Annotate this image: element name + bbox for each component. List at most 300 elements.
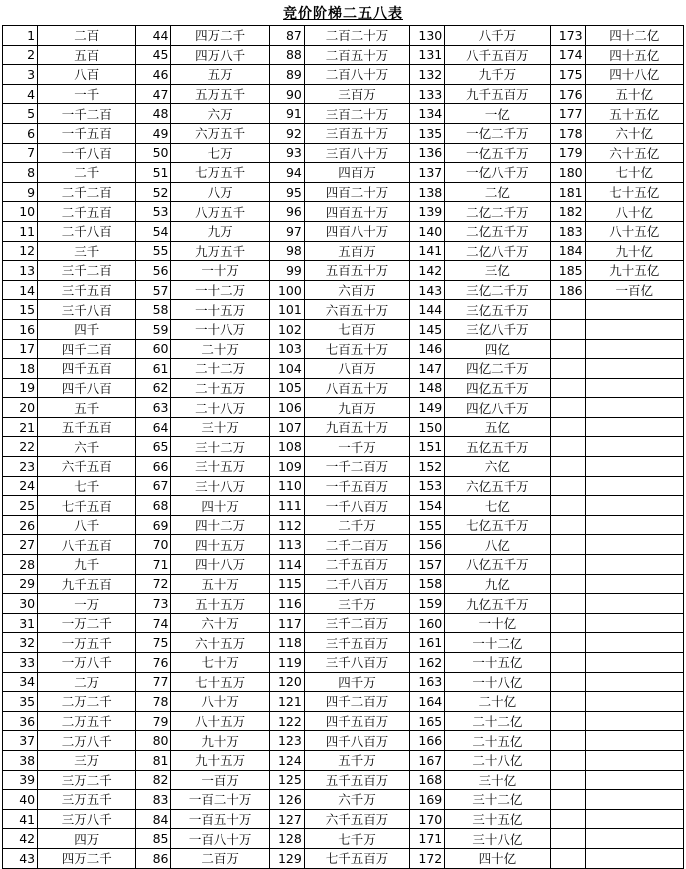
- amount-cell: 四十亿: [445, 848, 550, 868]
- amount-cell: 七千五百万: [304, 848, 409, 868]
- row-index-cell: 133: [410, 84, 445, 104]
- row-index-cell: 90: [269, 84, 304, 104]
- row-index-cell: 126: [269, 790, 304, 810]
- row-index-cell: 169: [410, 790, 445, 810]
- amount-cell: 五千五百: [38, 417, 136, 437]
- amount-cell: 九亿五千万: [445, 594, 550, 614]
- row-index-cell: 6: [3, 123, 38, 143]
- row-index-cell: 178: [550, 123, 585, 143]
- row-index-cell: [550, 790, 585, 810]
- row-index-cell: 50: [136, 143, 171, 163]
- row-index-cell: 62: [136, 378, 171, 398]
- table-row: [3, 65, 684, 85]
- amount-cell: 八十五亿: [585, 221, 683, 241]
- row-index-cell: [550, 300, 585, 320]
- row-index-cell: 88: [269, 45, 304, 65]
- amount-cell: 八亿五千万: [445, 555, 550, 575]
- row-index-cell: 9: [3, 182, 38, 202]
- amount-cell: 一十五亿: [445, 653, 550, 673]
- row-index-cell: 116: [269, 594, 304, 614]
- amount-cell: 六亿五千万: [445, 476, 550, 496]
- table-row: [3, 711, 684, 731]
- row-index-cell: 53: [136, 202, 171, 222]
- amount-cell: 一百亿: [585, 280, 683, 300]
- amount-cell: 四十八亿: [585, 65, 683, 85]
- table-row: [3, 143, 684, 163]
- table-row: [3, 633, 684, 653]
- table-row: [3, 182, 684, 202]
- row-index-cell: 110: [269, 476, 304, 496]
- row-index-cell: 74: [136, 613, 171, 633]
- amount-cell: 二亿二千万: [445, 202, 550, 222]
- table-row: [3, 84, 684, 104]
- amount-cell: 七十五万: [171, 672, 269, 692]
- table-row: [3, 202, 684, 222]
- row-index-cell: 86: [136, 848, 171, 868]
- amount-cell: 五万五千: [171, 84, 269, 104]
- amount-cell: 二亿: [445, 182, 550, 202]
- row-index-cell: 143: [410, 280, 445, 300]
- row-index-cell: 91: [269, 104, 304, 124]
- table-row: [3, 45, 684, 65]
- row-index-cell: 3: [3, 65, 38, 85]
- amount-cell: 八千万: [445, 26, 550, 46]
- amount-cell: 九千五百: [38, 574, 136, 594]
- row-index-cell: 21: [3, 417, 38, 437]
- row-index-cell: 161: [410, 633, 445, 653]
- row-index-cell: 71: [136, 555, 171, 575]
- row-index-cell: [550, 633, 585, 653]
- amount-cell: 二万: [38, 672, 136, 692]
- row-index-cell: 99: [269, 261, 304, 281]
- amount-cell: 一千二百: [38, 104, 136, 124]
- amount-cell: 一亿二千万: [445, 123, 550, 143]
- amount-cell: [585, 319, 683, 339]
- amount-cell: 五千万: [304, 750, 409, 770]
- amount-cell: 七十五亿: [585, 182, 683, 202]
- amount-cell: 二万八千: [38, 731, 136, 751]
- amount-cell: 六十亿: [585, 123, 683, 143]
- amount-cell: 四百八十万: [304, 221, 409, 241]
- amount-cell: 一十万: [171, 261, 269, 281]
- amount-cell: 三千五百: [38, 280, 136, 300]
- table-row: [3, 26, 684, 46]
- row-index-cell: 177: [550, 104, 585, 124]
- amount-cell: 三亿: [445, 261, 550, 281]
- amount-cell: 二千二百万: [304, 535, 409, 555]
- amount-cell: 四千五百: [38, 359, 136, 379]
- table-row: [3, 731, 684, 751]
- table-row: [3, 848, 684, 868]
- amount-cell: 七百五十万: [304, 339, 409, 359]
- amount-cell: 六千: [38, 437, 136, 457]
- row-index-cell: 157: [410, 555, 445, 575]
- row-index-cell: 139: [410, 202, 445, 222]
- amount-cell: 七百万: [304, 319, 409, 339]
- row-index-cell: 39: [3, 770, 38, 790]
- amount-cell: 二千: [38, 163, 136, 183]
- amount-cell: 六千万: [304, 790, 409, 810]
- row-index-cell: 179: [550, 143, 585, 163]
- amount-cell: 一亿八千万: [445, 163, 550, 183]
- amount-cell: 四十万: [171, 496, 269, 516]
- amount-cell: 二千二百: [38, 182, 136, 202]
- row-index-cell: 25: [3, 496, 38, 516]
- table-row: [3, 829, 684, 849]
- amount-cell: [585, 515, 683, 535]
- row-index-cell: 70: [136, 535, 171, 555]
- row-index-cell: 130: [410, 26, 445, 46]
- amount-cell: 七万: [171, 143, 269, 163]
- row-index-cell: [550, 555, 585, 575]
- row-index-cell: 60: [136, 339, 171, 359]
- row-index-cell: 166: [410, 731, 445, 751]
- row-index-cell: 137: [410, 163, 445, 183]
- row-index-cell: 153: [410, 476, 445, 496]
- row-index-cell: 147: [410, 359, 445, 379]
- row-index-cell: 4: [3, 84, 38, 104]
- amount-cell: [585, 848, 683, 868]
- amount-cell: [585, 750, 683, 770]
- amount-cell: 三十五亿: [445, 809, 550, 829]
- amount-cell: 八万: [171, 182, 269, 202]
- row-index-cell: 52: [136, 182, 171, 202]
- row-index-cell: 104: [269, 359, 304, 379]
- amount-cell: 四千五百万: [304, 711, 409, 731]
- row-index-cell: 8: [3, 163, 38, 183]
- row-index-cell: 2: [3, 45, 38, 65]
- table-row: [3, 457, 684, 477]
- row-index-cell: 15: [3, 300, 38, 320]
- row-index-cell: 141: [410, 241, 445, 261]
- amount-cell: 八千: [38, 515, 136, 535]
- amount-cell: 七亿: [445, 496, 550, 516]
- row-index-cell: 92: [269, 123, 304, 143]
- amount-cell: 三千万: [304, 594, 409, 614]
- amount-cell: 二千八百: [38, 221, 136, 241]
- amount-cell: 四亿: [445, 339, 550, 359]
- row-index-cell: [550, 398, 585, 418]
- amount-cell: 七万五千: [171, 163, 269, 183]
- amount-cell: [585, 672, 683, 692]
- table-row: [3, 339, 684, 359]
- amount-cell: 三万五千: [38, 790, 136, 810]
- row-index-cell: 22: [3, 437, 38, 457]
- amount-cell: 一百二十万: [171, 790, 269, 810]
- amount-cell: 六十五亿: [585, 143, 683, 163]
- table-row: [3, 163, 684, 183]
- row-index-cell: 168: [410, 770, 445, 790]
- amount-cell: 五十亿: [585, 84, 683, 104]
- row-index-cell: 122: [269, 711, 304, 731]
- amount-cell: 二百: [38, 26, 136, 46]
- row-index-cell: 44: [136, 26, 171, 46]
- row-index-cell: 174: [550, 45, 585, 65]
- row-index-cell: 118: [269, 633, 304, 653]
- row-index-cell: 47: [136, 84, 171, 104]
- amount-cell: [585, 653, 683, 673]
- amount-cell: 四万: [38, 829, 136, 849]
- row-index-cell: 19: [3, 378, 38, 398]
- amount-cell: [585, 378, 683, 398]
- amount-cell: 九百五十万: [304, 417, 409, 437]
- amount-cell: 九万五千: [171, 241, 269, 261]
- row-index-cell: 172: [410, 848, 445, 868]
- row-index-cell: 162: [410, 653, 445, 673]
- amount-cell: 二千五百: [38, 202, 136, 222]
- row-index-cell: 13: [3, 261, 38, 281]
- amount-cell: 九十万: [171, 731, 269, 751]
- row-index-cell: 64: [136, 417, 171, 437]
- row-index-cell: 136: [410, 143, 445, 163]
- row-index-cell: 66: [136, 457, 171, 477]
- row-index-cell: 102: [269, 319, 304, 339]
- amount-cell: 二十八亿: [445, 750, 550, 770]
- amount-cell: 三十二万: [171, 437, 269, 457]
- row-index-cell: [550, 476, 585, 496]
- amount-cell: [585, 339, 683, 359]
- row-index-cell: 30: [3, 594, 38, 614]
- row-index-cell: 11: [3, 221, 38, 241]
- table-row: [3, 300, 684, 320]
- amount-cell: 一十亿: [445, 613, 550, 633]
- amount-cell: 三十八亿: [445, 829, 550, 849]
- amount-cell: 七千五百: [38, 496, 136, 516]
- row-index-cell: 131: [410, 45, 445, 65]
- amount-cell: 四十五亿: [585, 45, 683, 65]
- amount-cell: 五十五万: [171, 594, 269, 614]
- amount-cell: [585, 809, 683, 829]
- row-index-cell: 5: [3, 104, 38, 124]
- row-index-cell: [550, 496, 585, 516]
- amount-cell: 六万五千: [171, 123, 269, 143]
- amount-cell: 九百万: [304, 398, 409, 418]
- amount-cell: 二十五亿: [445, 731, 550, 751]
- row-index-cell: 150: [410, 417, 445, 437]
- amount-cell: 二十万: [171, 339, 269, 359]
- table-row: [3, 653, 684, 673]
- row-index-cell: 96: [269, 202, 304, 222]
- row-index-cell: 95: [269, 182, 304, 202]
- amount-cell: 一亿: [445, 104, 550, 124]
- row-index-cell: 123: [269, 731, 304, 751]
- amount-cell: 一万五千: [38, 633, 136, 653]
- amount-cell: 三万八千: [38, 809, 136, 829]
- row-index-cell: [550, 711, 585, 731]
- table-row: [3, 574, 684, 594]
- amount-cell: 四亿五千万: [445, 378, 550, 398]
- row-index-cell: 33: [3, 653, 38, 673]
- row-index-cell: [550, 378, 585, 398]
- table-row: [3, 770, 684, 790]
- amount-cell: 三万: [38, 750, 136, 770]
- row-index-cell: [550, 829, 585, 849]
- amount-cell: 七千万: [304, 829, 409, 849]
- amount-cell: [585, 476, 683, 496]
- amount-cell: 三百五十万: [304, 123, 409, 143]
- table-row: [3, 241, 684, 261]
- row-index-cell: 151: [410, 437, 445, 457]
- row-index-cell: 112: [269, 515, 304, 535]
- amount-cell: 三十二亿: [445, 790, 550, 810]
- row-index-cell: 129: [269, 848, 304, 868]
- row-index-cell: 54: [136, 221, 171, 241]
- row-index-cell: 81: [136, 750, 171, 770]
- row-index-cell: 89: [269, 65, 304, 85]
- table-row: [3, 437, 684, 457]
- amount-cell: 九十五亿: [585, 261, 683, 281]
- amount-cell: 一万: [38, 594, 136, 614]
- amount-cell: 八十万: [171, 692, 269, 712]
- amount-cell: 三百八十万: [304, 143, 409, 163]
- row-index-cell: 46: [136, 65, 171, 85]
- amount-cell: 四千八百: [38, 378, 136, 398]
- row-index-cell: 7: [3, 143, 38, 163]
- amount-cell: 九亿: [445, 574, 550, 594]
- row-index-cell: 167: [410, 750, 445, 770]
- row-index-cell: 82: [136, 770, 171, 790]
- amount-cell: 九十亿: [585, 241, 683, 261]
- amount-cell: 一百五十万: [171, 809, 269, 829]
- row-index-cell: 28: [3, 555, 38, 575]
- row-index-cell: 57: [136, 280, 171, 300]
- amount-cell: 五十五亿: [585, 104, 683, 124]
- amount-cell: [585, 633, 683, 653]
- amount-cell: 四万八千: [171, 45, 269, 65]
- amount-cell: 二千万: [304, 515, 409, 535]
- row-index-cell: 182: [550, 202, 585, 222]
- amount-cell: 四百二十万: [304, 182, 409, 202]
- row-index-cell: 29: [3, 574, 38, 594]
- amount-cell: 四十二万: [171, 515, 269, 535]
- row-index-cell: 97: [269, 221, 304, 241]
- row-index-cell: [550, 417, 585, 437]
- row-index-cell: 149: [410, 398, 445, 418]
- row-index-cell: 148: [410, 378, 445, 398]
- table-row: [3, 417, 684, 437]
- amount-cell: 五亿五千万: [445, 437, 550, 457]
- amount-cell: [585, 731, 683, 751]
- row-index-cell: 76: [136, 653, 171, 673]
- amount-cell: 五千: [38, 398, 136, 418]
- row-index-cell: 154: [410, 496, 445, 516]
- row-index-cell: 144: [410, 300, 445, 320]
- amount-cell: 二百八十万: [304, 65, 409, 85]
- amount-cell: 二亿五千万: [445, 221, 550, 241]
- row-index-cell: 132: [410, 65, 445, 85]
- table-row: [3, 790, 684, 810]
- table-row: [3, 750, 684, 770]
- row-index-cell: 40: [3, 790, 38, 810]
- row-index-cell: 171: [410, 829, 445, 849]
- row-index-cell: [550, 339, 585, 359]
- amount-cell: 一千万: [304, 437, 409, 457]
- amount-cell: [585, 457, 683, 477]
- row-index-cell: 84: [136, 809, 171, 829]
- amount-cell: 一千八百: [38, 143, 136, 163]
- table-row: [3, 280, 684, 300]
- row-index-cell: 181: [550, 182, 585, 202]
- amount-cell: 二百五十万: [304, 45, 409, 65]
- row-index-cell: 56: [136, 261, 171, 281]
- amount-cell: [585, 613, 683, 633]
- row-index-cell: [550, 319, 585, 339]
- row-index-cell: 80: [136, 731, 171, 751]
- amount-cell: 八百五十万: [304, 378, 409, 398]
- amount-cell: 三亿五千万: [445, 300, 550, 320]
- amount-cell: 二万二千: [38, 692, 136, 712]
- row-index-cell: 68: [136, 496, 171, 516]
- row-index-cell: 27: [3, 535, 38, 555]
- row-index-cell: 103: [269, 339, 304, 359]
- amount-cell: 四千万: [304, 672, 409, 692]
- row-index-cell: 45: [136, 45, 171, 65]
- row-index-cell: 163: [410, 672, 445, 692]
- amount-cell: 八十五万: [171, 711, 269, 731]
- amount-cell: 三十八万: [171, 476, 269, 496]
- table-row: [3, 672, 684, 692]
- row-index-cell: 124: [269, 750, 304, 770]
- table-row: [3, 221, 684, 241]
- row-index-cell: 59: [136, 319, 171, 339]
- amount-cell: 三千二百万: [304, 613, 409, 633]
- amount-cell: 二十五万: [171, 378, 269, 398]
- amount-cell: 二万五千: [38, 711, 136, 731]
- amount-cell: [585, 398, 683, 418]
- row-index-cell: [550, 535, 585, 555]
- row-index-cell: [550, 457, 585, 477]
- amount-cell: 四百万: [304, 163, 409, 183]
- amount-cell: 六十万: [171, 613, 269, 633]
- row-index-cell: 24: [3, 476, 38, 496]
- row-index-cell: [550, 848, 585, 868]
- amount-cell: 四万二千: [171, 26, 269, 46]
- table-row: [3, 261, 684, 281]
- amount-cell: 四万二千: [38, 848, 136, 868]
- amount-cell: 一十八亿: [445, 672, 550, 692]
- row-index-cell: 20: [3, 398, 38, 418]
- row-index-cell: 134: [410, 104, 445, 124]
- row-index-cell: 160: [410, 613, 445, 633]
- row-index-cell: 35: [3, 692, 38, 712]
- row-index-cell: 12: [3, 241, 38, 261]
- table-row: [3, 613, 684, 633]
- amount-cell: 九万: [171, 221, 269, 241]
- row-index-cell: 114: [269, 555, 304, 575]
- amount-cell: 九千万: [445, 65, 550, 85]
- amount-cell: 七亿五千万: [445, 515, 550, 535]
- row-index-cell: 73: [136, 594, 171, 614]
- row-index-cell: 127: [269, 809, 304, 829]
- row-index-cell: [550, 613, 585, 633]
- row-index-cell: 72: [136, 574, 171, 594]
- row-index-cell: 41: [3, 809, 38, 829]
- row-index-cell: 31: [3, 613, 38, 633]
- table-row: [3, 594, 684, 614]
- row-index-cell: 14: [3, 280, 38, 300]
- amount-cell: 八百: [38, 65, 136, 85]
- amount-cell: 八千五百: [38, 535, 136, 555]
- row-index-cell: 164: [410, 692, 445, 712]
- amount-cell: 四十八万: [171, 555, 269, 575]
- row-index-cell: [550, 574, 585, 594]
- amount-cell: 四千: [38, 319, 136, 339]
- row-index-cell: 32: [3, 633, 38, 653]
- amount-cell: [585, 555, 683, 575]
- amount-cell: 八亿: [445, 535, 550, 555]
- amount-cell: 一十八万: [171, 319, 269, 339]
- row-index-cell: 119: [269, 653, 304, 673]
